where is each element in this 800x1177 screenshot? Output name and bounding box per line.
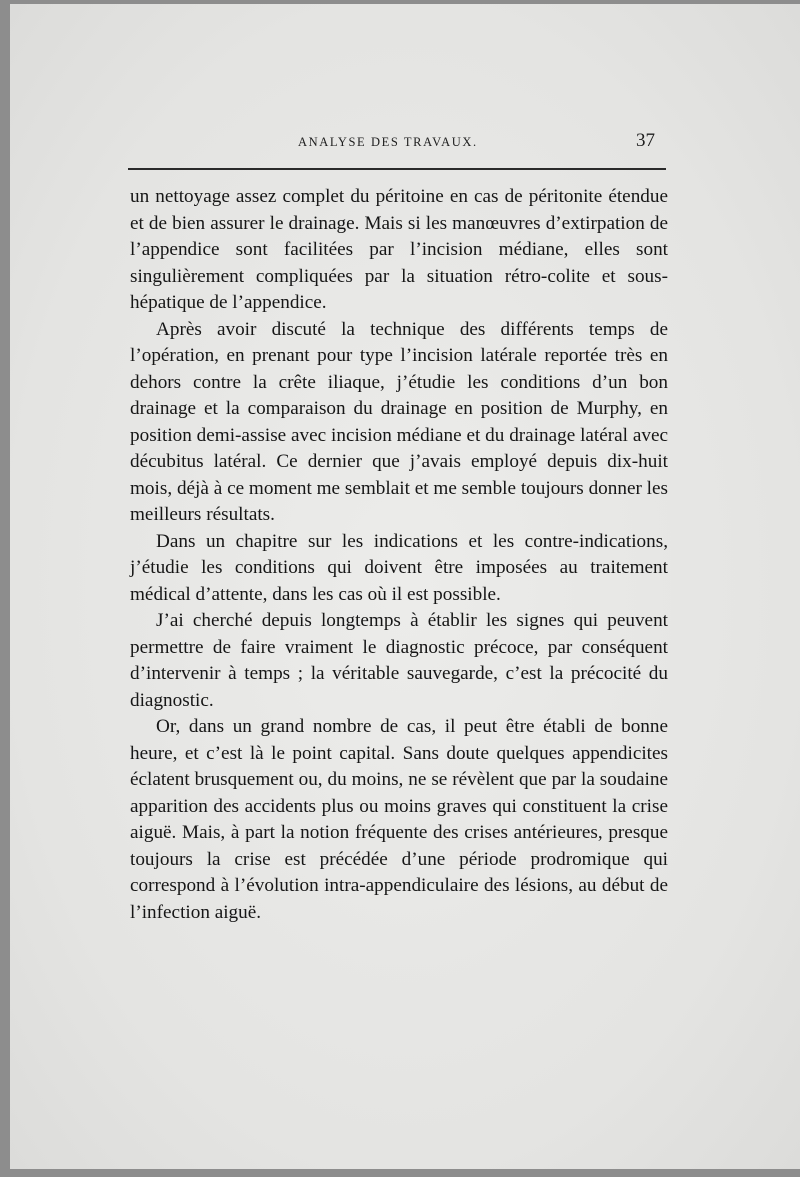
paragraph-3: Dans un chapitre sur les indications et les contre-indications, j’étudie les conditions qui doivent être imposées au traitement médical d’attente, dans les cas où il est possible. [130,530,668,605]
paragraph-1: un nettoyage assez complet du péritoine en cas de péritonite étendue et de bien assurer le drainage. Mais si les manœuvres d’extirpation de l’appendice sont facilitées par l’incision médiane, elles sont singulièrement compliquées par la situation rétro-colite et sous-hépatique de l’appendice. [130,186,668,313]
body-text [130,184,668,926]
paragraph-4: J’ai cherché depuis longtemps à établir les signes qui peuvent permettre de faire vraiment le diagnostic précoce, par conséquent d’intervenir à temps ; la véritable sauvegarde, c’est la précocité du diagnostic. [130,610,668,711]
book-page [10,4,800,1169]
header-rule [128,168,666,170]
page-header [10,132,800,156]
paragraph-2: Après avoir discuté la technique des différents temps de l’opération, en prenant pour type l’incision latérale reportée très en dehors contre la crête iliaque, j’étudie les conditions d’un bon drainage et la comparaison du drainage en position de Murphy, en position demi-assise avec incision médiane et du drainage latéral avec décubitus latéral. Ce dernier que j’avais employé depuis dix-huit mois, déjà à ce moment me semblait et me semble toujours donner les meilleurs résultats. [130,318,668,525]
running-title: ANALYSE DES TRAVAUX. [298,135,478,149]
paragraph-5: Or, dans un grand nombre de cas, il peut être établi de bonne heure, et c’est là le point capital. Sans doute quelques appendicites éclatent brusquement ou, du moins, ne se révèlent que par la soudaine apparition des accidents plus ou moins graves qui constituent la crise aiguë. Mais, à part la notion fréquente des crises antérieures, presque toujours la crise est précédée d’une période prodromique qui correspond à l’évolution intra-appendiculaire des lésions, au début de l’infection aiguë. [130,716,668,923]
page-number: 37 [636,130,655,151]
